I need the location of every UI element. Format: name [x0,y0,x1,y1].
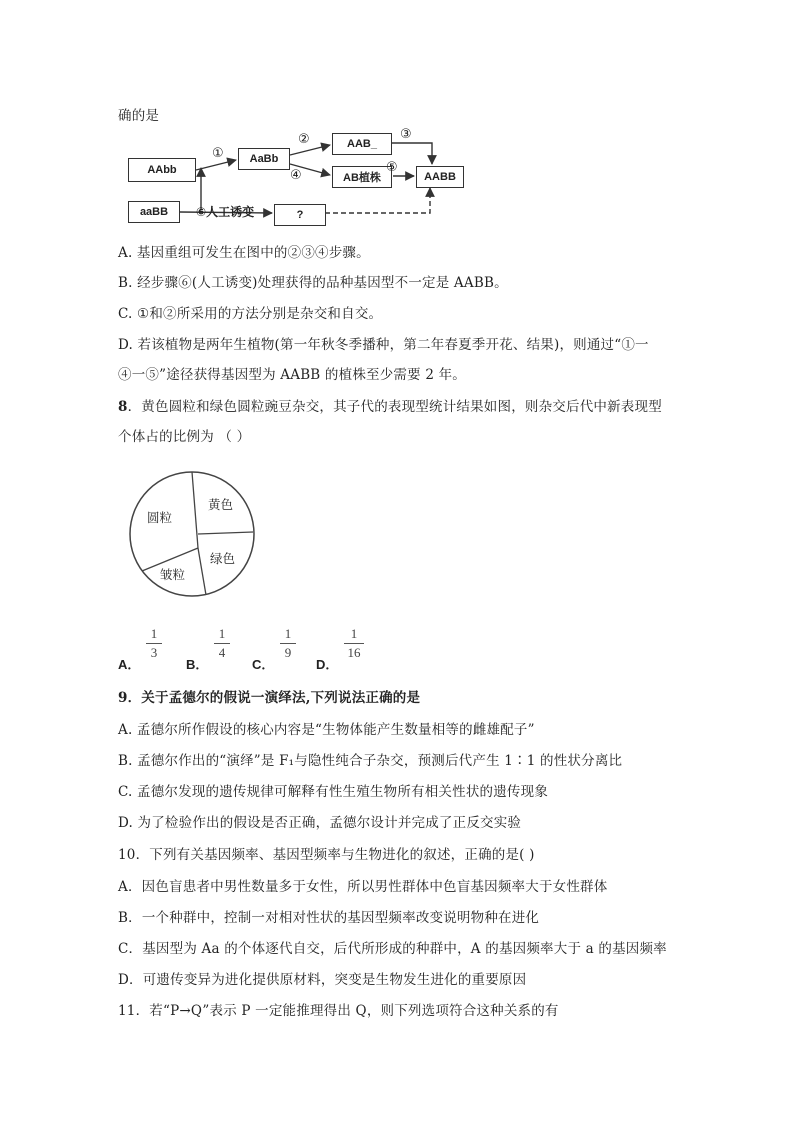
q10-option-a: A．因色盲患者中男性数量多于女性，所以男性群体中色盲基因频率大于女性群体 [118,879,608,895]
diagram-arrows [0,0,794,240]
q8-choice-c-label: C． [252,657,275,672]
q8-stem-line1 [118,395,662,415]
q10-option-d: D．可遗传变异为进化提供原材料，突变是生物发生进化的重要原因 [118,972,527,988]
q7-option-a: A. 基因重组可发生在图中的②③④步骤。 [118,245,370,261]
q8-stem-text: ．黄色圆粒和绿色圆粒豌豆杂交，其子代的表现型统计结果如图，则杂交后代中新表现型 [127,399,662,415]
box-AaBb: AaBb [238,148,290,170]
q7-option-d: D. 若该植物是两年生植物(第一年秋冬季播种，第二年春夏季开花、结果)，则通过“①一 [118,337,649,353]
q9-option-d: D. 为了检验作出的假设是否正确，孟德尔设计并完成了正反交实验 [118,815,522,831]
q8-choice-d-label: D． [316,657,339,672]
q8-stem-line2: 个体占的比例为 （ ） [118,429,251,445]
q8-choice-b-fraction: 1 4 [214,626,230,661]
q7-intro: 确的是 [118,108,160,124]
q10-stem: 10．下列有关基因频率、基因型频率与生物进化的叙述，正确的是( ) [118,847,535,863]
q8-choice-a-label: A． [118,657,141,672]
q9-stem: 9．关于孟德尔的假说一演绎法,下列说法正确的是 [118,690,421,706]
q8-choice-b-label: B． [186,657,209,672]
pie-label-wrinkled: 皱粒 [160,567,186,582]
step-4: ④ [290,168,302,183]
q8-choice-c-fraction: 1 9 [280,626,296,661]
q9-option-b: B. 孟德尔作出的“演绎”是 F₁与隐性纯合子杂交，预测后代产生 1∶1 的性状分离比 [118,753,623,769]
pie-label-yellow: 黄色 [208,497,234,512]
box-AAB: AAB_ [332,133,392,155]
q7-option-b: B. 经步骤⑥(人工诱变)处理获得的品种基因型不一定是 AABB。 [118,275,508,291]
pie-label-round: 圆粒 [147,510,173,525]
box-unknown: ? [274,204,326,226]
step-2: ② [298,132,310,147]
q11-stem: 11．若“P→Q”表示 P 一定能推理得出 Q，则下列选项符合这种关系的有 [118,1003,559,1019]
q8-number: 8 [118,399,128,415]
q10-option-c: C．基因型为 Aa 的个体逐代自交，后代所形成的种群中，A 的基因频率大于 a 的基因频率 [118,941,667,957]
box-aabb-left: AAbb [128,158,196,182]
q7-option-c: C. ①和②所采用的方法分别是杂交和自交。 [118,306,383,322]
box-AB-plant: AB植株 [332,166,392,188]
q10-option-b: B．一个种群中，控制一对相对性状的基因型频率改变说明物种在进化 [118,910,540,926]
box-aaBB: aaBB [128,201,180,223]
q8-choice-d-fraction: 1 16 [344,626,364,661]
q9-option-c: C. 孟德尔发现的遗传规律可解释有性生殖生物所有相关性状的遗传现象 [118,784,549,800]
step-6: ⑥人工诱变 [196,205,255,219]
box-AABB: AABB [416,166,464,188]
step-3: ③ [400,127,412,142]
q7-option-d-cont: ④一⑤”途径获得基因型为 AABB 的植株至少需要 2 年。 [118,367,466,383]
pie-chart [128,470,258,600]
step-1: ① [212,146,224,161]
pie-circle [130,472,254,596]
q9-option-a: A. 孟德尔所作假设的核心内容是“生物体能产生数量相等的雌雄配子” [118,722,535,738]
pie-label-green: 绿色 [210,551,236,566]
q8-choice-a-fraction: 1 3 [146,626,162,661]
step-5: ⑤ [386,160,398,175]
